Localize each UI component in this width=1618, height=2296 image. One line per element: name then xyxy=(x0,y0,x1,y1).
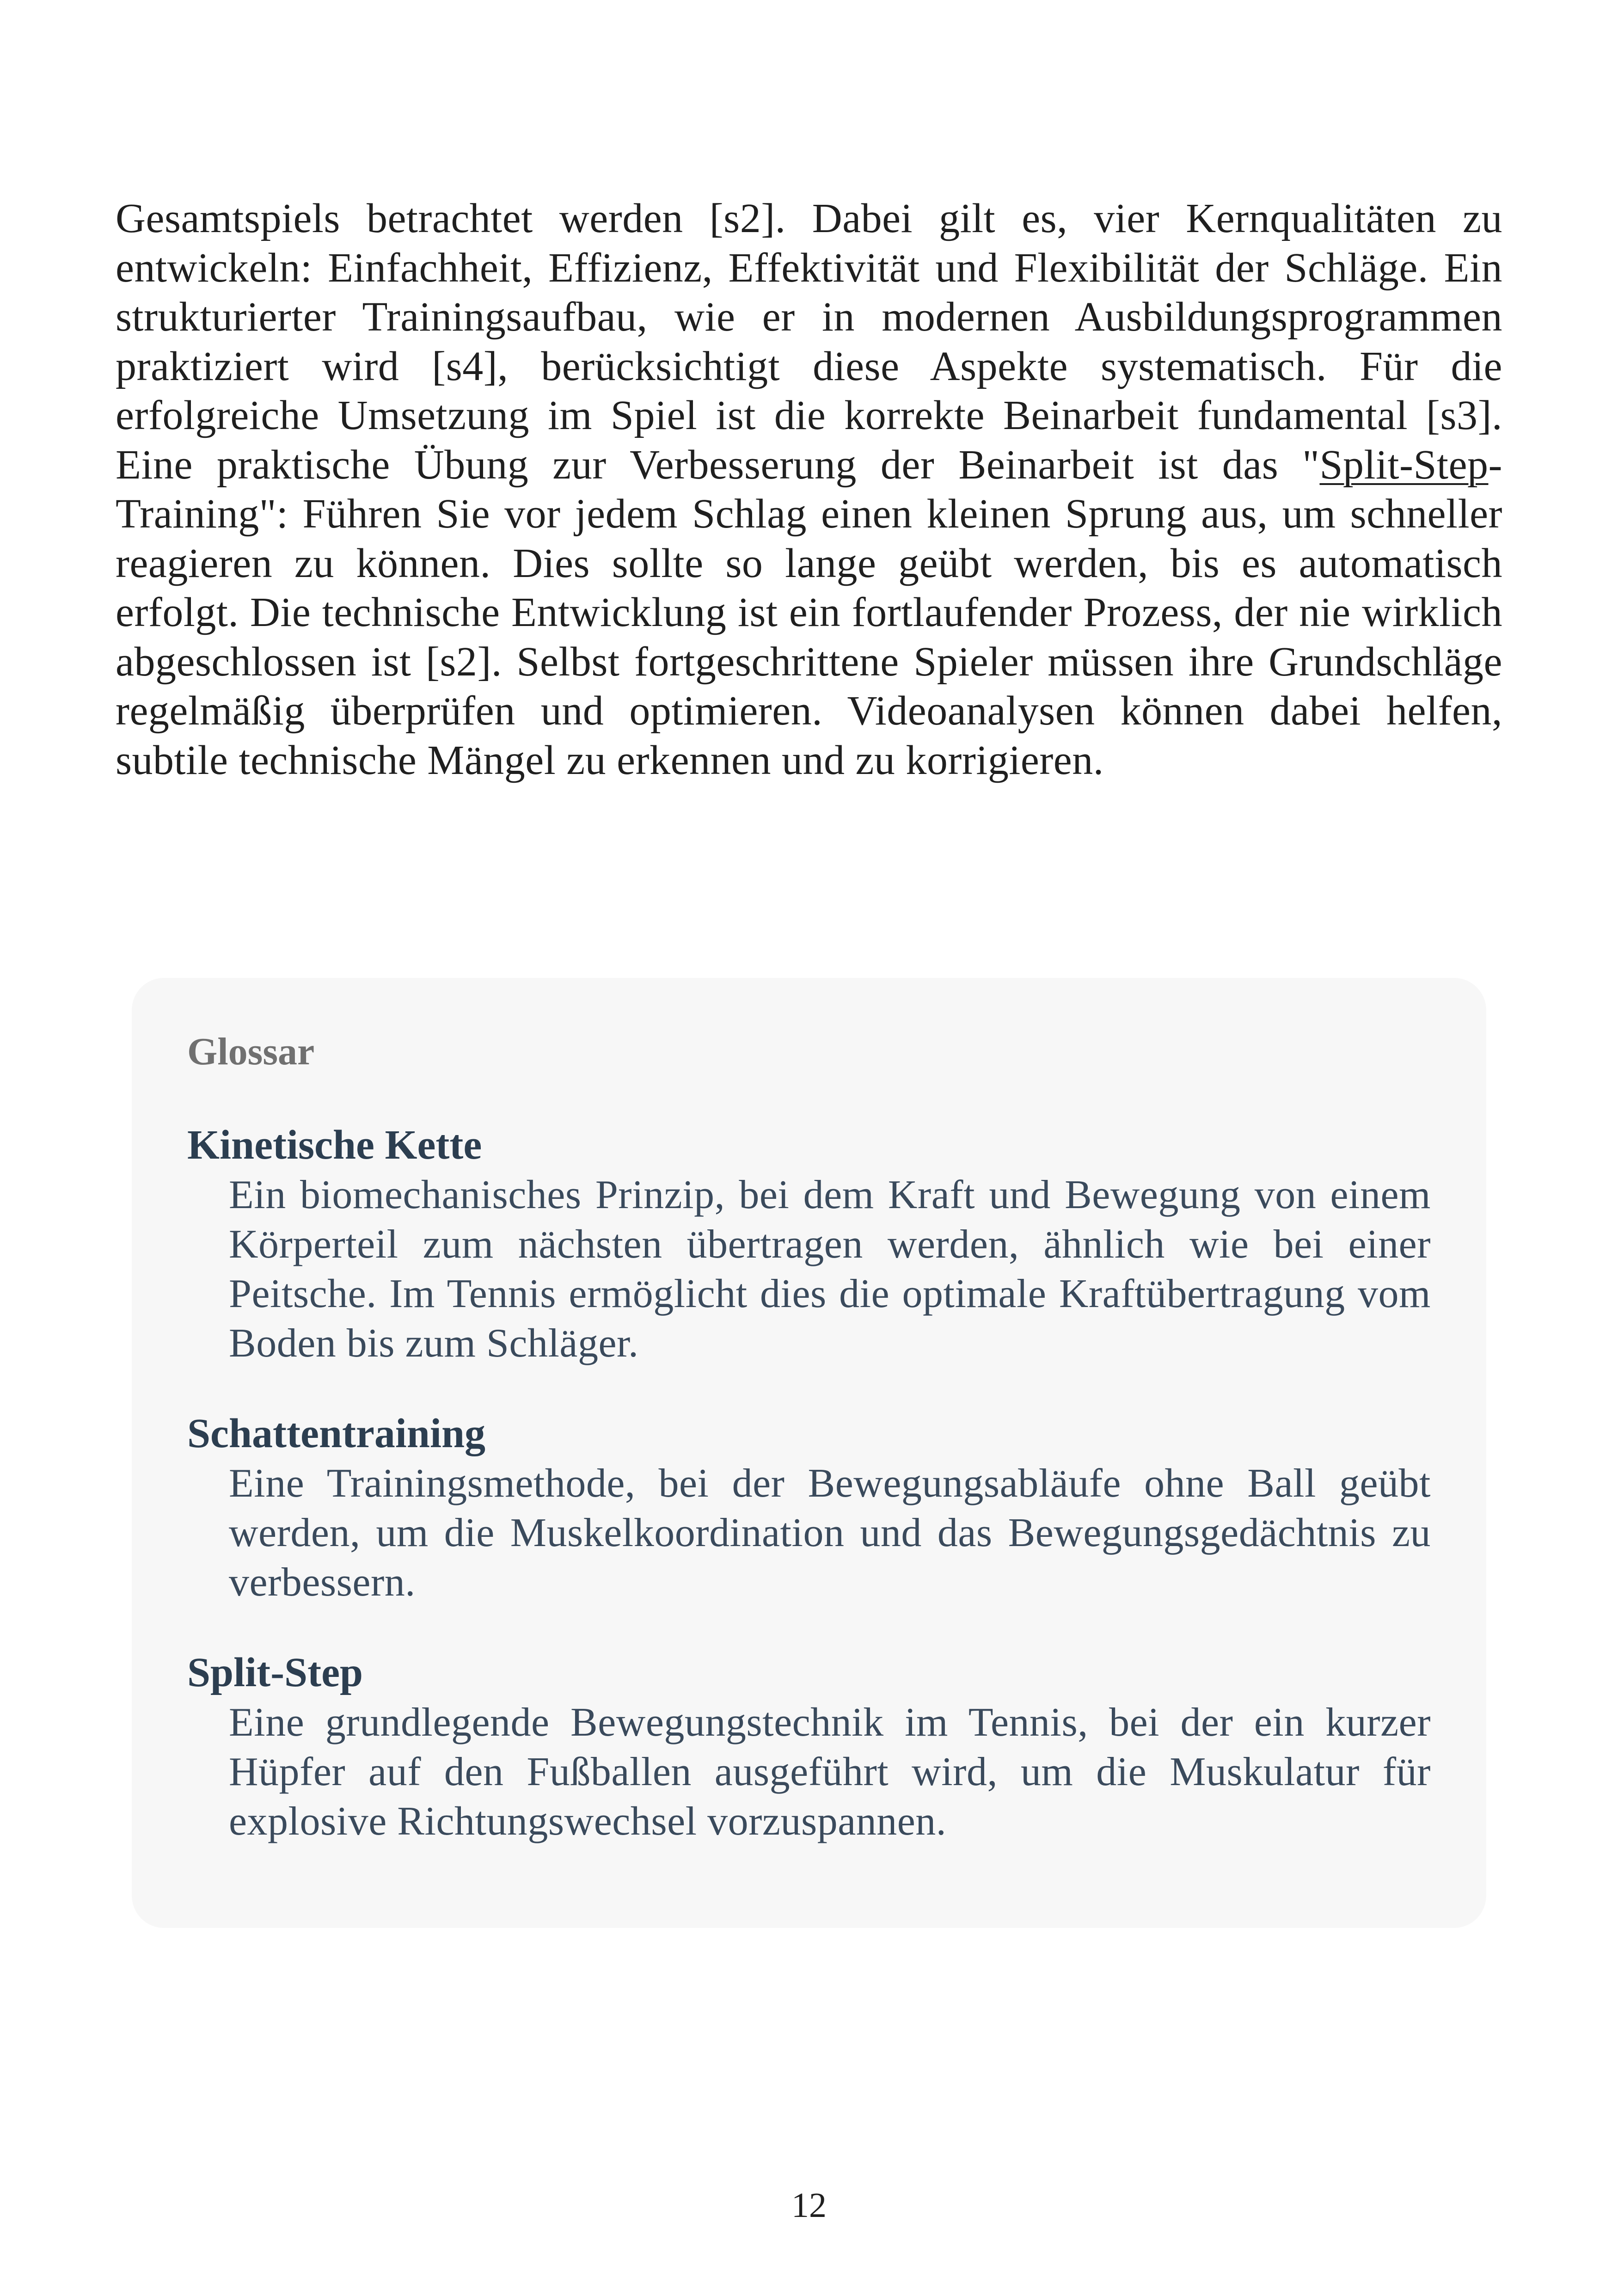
paragraph-text-before-link: Gesamtspiels betrachtet werden [s2]. Dabei gilt es, vier Kernqualitäten zu entwickeln: Einfachheit, Effizienz, Effektivität und Flexibilität der Schläge. Ein strukturierter Trainingsaufbau, wie er in modernen Ausbildungsprogrammen praktiziert wird [s4], berücksichtigt diese Aspekte systematisch. Für die erfolgreiche Umsetzung im Spiel ist die korrekte Beinarbeit fundamental [s3]. Eine praktische Übung zur Verbesserung der Beinarbeit ist das " xyxy=(116,196,1502,488)
glossary-entry-schattentraining xyxy=(187,1409,1431,1607)
glossary-entry-kinetische-kette xyxy=(187,1120,1431,1368)
page-number: 12 xyxy=(791,2186,827,2225)
glossary-title: Glossar xyxy=(187,1030,315,1073)
glossary-box xyxy=(132,978,1486,1928)
glossary-term: Split-Step xyxy=(187,1650,363,1695)
glossary-definition: Eine grundlegende Bewegungstechnik im Tennis, bei der ein kurzer Hüpfer auf den Fußballen ausgeführt wird, um die Muskulatur für explosive Richtungswechsel vorzuspannen. xyxy=(229,1700,1431,1844)
body-paragraph xyxy=(116,194,1502,785)
glossary-link-split-step[interactable]: Split-Step xyxy=(1319,442,1489,488)
paragraph-text-after-link: -Training": Führen Sie vor jedem Schlag einen kleinen Sprung aus, um schneller reagieren zu können. Dies sollte so lange geübt werden, bis es automatisch erfolgt. Die technische Entwicklung ist ein fortlaufender Prozess, der nie wirklich abgeschlossen ist [s2]. Selbst fortgeschrittene Spieler müssen ihre Grundschläge regelmäßig überprüfen und optimieren. Videoanalysen können dabei helfen, subtile technische Mängel zu erkennen und zu korrigieren. xyxy=(116,442,1502,783)
glossary-definition: Eine Trainingsmethode, bei der Bewegungsabläufe ohne Ball geübt werden, um die Muskelkoordination und das Bewegungsgedächtnis zu verbessern. xyxy=(229,1461,1431,1605)
glossary-definition: Ein biomechanisches Prinzip, bei dem Kraft und Bewegung von einem Körperteil zum nächsten übertragen werden, ähnlich wie bei einer Peitsche. Im Tennis ermöglicht dies die optimale Kraftübertragung vom Boden bis zum Schläger. xyxy=(229,1173,1431,1366)
glossary-term: Schattentraining xyxy=(187,1411,486,1456)
glossary-entry-split-step xyxy=(187,1648,1431,1846)
glossary-term: Kinetische Kette xyxy=(187,1122,482,1168)
